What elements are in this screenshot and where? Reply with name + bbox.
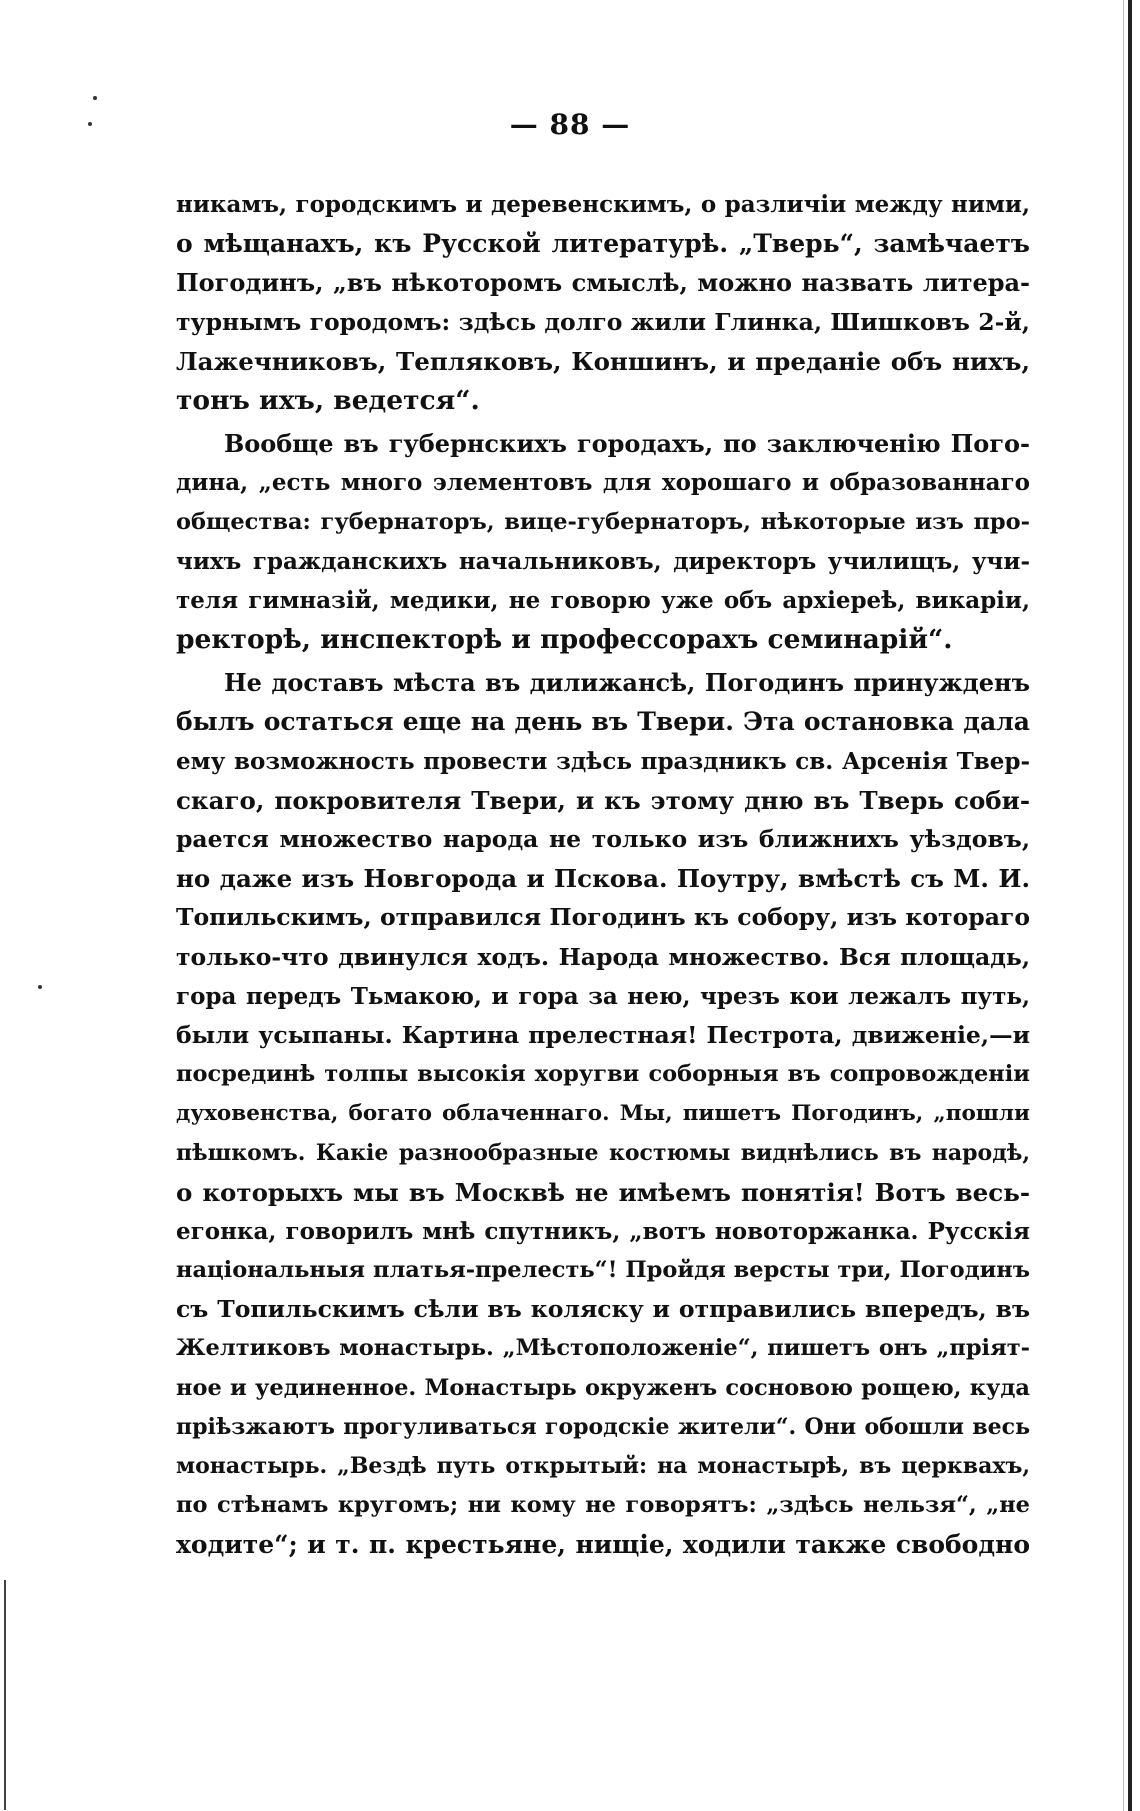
text-line: пѣшкомъ. Какіе разнообразные костюмы виднѣлись въ народѣ,	[176, 1139, 1030, 1166]
text-line: посрединѣ толпы высокія хоругви соборныя въ сопровожденіи	[176, 1061, 1030, 1088]
text-line: о мѣщанахъ, къ Русской литературѣ. „Тверь“, замѣчаетъ	[176, 229, 1030, 259]
text-line: о которыхъ мы въ Москвѣ не имѣемъ понятія! Вотъ весь-	[176, 1177, 1030, 1207]
text-line: только-что двинулся ходъ. Народа множество. Вся площадь,	[176, 942, 1030, 971]
text-line: гора передъ Тьмакою, и гора за нею, чрезъ кои лежалъ путь,	[176, 982, 1030, 1010]
text-line: чихъ гражданскихъ начальниковъ, директоръ училищъ, учи-	[176, 547, 1030, 575]
paragraph-2	[176, 424, 1030, 659]
page-number: — 88 —	[509, 108, 631, 141]
text-line: съ Топильскимъ сѣли въ коляску и отправились впередъ, въ	[176, 1295, 1030, 1324]
paragraph-3	[176, 663, 1030, 1564]
text-line: дина, „есть много элементовъ для хорошаго и образованнаго	[176, 469, 1030, 497]
text-line: егонка, говорилъ мнѣ спутникъ, „вотъ новоторжанка. Русскія	[176, 1217, 1030, 1245]
binding-mark	[4, 1580, 6, 1810]
text-line: ему возможность провести здѣсь праздникъ св. Арсенія Твер-	[176, 747, 1030, 775]
text-line: скаго, покровителя Твери, и къ этому дню въ Тверь соби-	[176, 785, 1030, 815]
text-line: никамъ, городскимъ и деревенскимъ, о различіи между ними,	[176, 191, 1030, 218]
scan-speck	[93, 96, 97, 100]
text-line: были усыпаны. Картина прелестная! Пестрота, движеніе,—и	[176, 1020, 1030, 1049]
scan-speck	[38, 985, 42, 989]
text-line: но даже изъ Новгорода и Пскова. Поутру, вмѣстѣ съ М. И.	[176, 864, 1030, 894]
text-line: былъ остаться еще на день въ Твери. Эта остановка дала	[176, 707, 1030, 737]
text-line: Лажечниковъ, Тепляковъ, Коншинъ, и преданіе объ нихъ,	[176, 346, 1030, 376]
text-line: ходите“; и т. п. крестьяне, нищіе, ходили также свободно	[176, 1530, 1030, 1560]
text-line: турнымъ городомъ: здѣсь долго жили Глинка, Шишковъ 2-й,	[176, 307, 1030, 336]
text-line: пріѣзжаютъ прогуливаться городскіе жители“. Они обошли весь	[176, 1413, 1030, 1440]
text-line: по стѣнамъ кругомъ; ни кому не говорятъ: „здѣсь нельзя“, „не	[176, 1492, 1030, 1519]
text-line: Желтиковъ монастырь. „Мѣстоположеніе“, пишетъ онъ „пріят-	[176, 1335, 1030, 1362]
text-line: ное и уединенное. Монастырь окруженъ сосновою рощею, куда	[176, 1374, 1030, 1401]
text-line: теля гимназій, медики, не говорю уже объ архіереѣ, викаріи,	[176, 586, 1030, 614]
page-edge-shadow	[1128, 0, 1132, 1811]
text-line: Погодинъ, „въ нѣкоторомъ смыслѣ, можно назвать литера-	[176, 268, 1030, 298]
body-text	[176, 185, 1030, 1565]
page-edge-line	[1123, 0, 1124, 1811]
text-line: національныя платья-прелесть“! Пройдя версты три, Погодинъ	[176, 1257, 1030, 1284]
text-line: Вообще въ губернскихъ городахъ, по заключенію Пого-	[224, 429, 1030, 459]
text-line: Не доставъ мѣста въ дилижансѣ, Погодинъ принужденъ	[224, 668, 1030, 698]
text-line: ректорѣ, инспекторѣ и профессорахъ семинарій“.	[176, 624, 953, 656]
paragraph-1	[176, 185, 1030, 420]
text-line: тонъ ихъ, ведется“.	[176, 384, 480, 416]
text-line: общества: губернаторъ, вице-губернаторъ, нѣкоторые изъ про-	[176, 508, 1030, 535]
text-line: духовенства, богато облаченнаго. Мы, пишетъ Погодинъ, „пошли	[176, 1101, 1030, 1127]
text-line: монастырь. „Вездѣ путь открытый: на монастырѣ, въ церквахъ,	[176, 1453, 1030, 1479]
text-line: рается множество народа не только изъ ближнихъ уѣздовъ,	[176, 825, 1030, 853]
text-line: Топильскимъ, отправился Погодинъ къ собору, изъ котораго	[176, 903, 1030, 932]
